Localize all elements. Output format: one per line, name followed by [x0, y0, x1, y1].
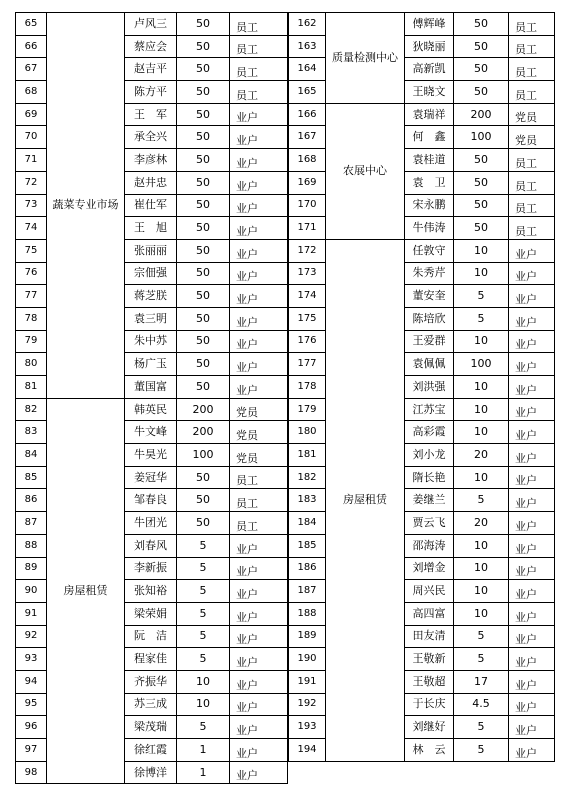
row-number-cell: 183 [289, 489, 326, 512]
amount-cell: 200 [177, 421, 230, 444]
row-number-cell: 194 [289, 739, 326, 762]
name-cell: 牛伟涛 [405, 217, 454, 240]
amount-cell: 10 [454, 466, 509, 489]
role-cell: 业户 [230, 580, 288, 603]
amount-cell: 5 [454, 489, 509, 512]
amount-cell: 5 [177, 716, 230, 739]
name-cell: 陈培欣 [405, 307, 454, 330]
amount-cell: 5 [177, 534, 230, 557]
amount-cell: 5 [454, 648, 509, 671]
row-number-cell: 186 [289, 557, 326, 580]
role-cell: 业户 [509, 262, 555, 285]
name-cell: 宋永鹏 [405, 194, 454, 217]
role-cell: 业户 [230, 693, 288, 716]
row-number-cell: 66 [16, 35, 47, 58]
role-cell: 员工 [230, 35, 288, 58]
role-cell: 业户 [509, 625, 555, 648]
row-number-cell: 162 [289, 13, 326, 36]
role-cell: 业户 [230, 557, 288, 580]
row-number-cell: 77 [16, 285, 47, 308]
name-cell: 张丽丽 [125, 239, 177, 262]
row-number-cell: 191 [289, 670, 326, 693]
amount-cell: 5 [454, 285, 509, 308]
role-cell: 业户 [230, 330, 288, 353]
row-number-cell: 74 [16, 217, 47, 240]
role-cell: 业户 [509, 421, 555, 444]
role-cell: 业户 [230, 194, 288, 217]
amount-cell: 5 [454, 625, 509, 648]
name-cell: 承全兴 [125, 126, 177, 149]
amount-cell: 100 [177, 444, 230, 467]
amount-cell: 50 [177, 217, 230, 240]
amount-cell: 50 [177, 353, 230, 376]
name-cell: 朱中苏 [125, 330, 177, 353]
row-number-cell: 188 [289, 602, 326, 625]
amount-cell: 50 [177, 239, 230, 262]
name-cell: 任敦守 [405, 239, 454, 262]
row-number-cell: 182 [289, 466, 326, 489]
role-cell: 员工 [509, 217, 555, 240]
amount-cell: 50 [177, 512, 230, 535]
amount-cell: 50 [177, 35, 230, 58]
row-number-cell: 94 [16, 670, 47, 693]
role-cell: 业户 [230, 217, 288, 240]
role-cell: 员工 [509, 194, 555, 217]
amount-cell: 5 [177, 580, 230, 603]
name-cell: 赵吉平 [125, 58, 177, 81]
amount-cell: 50 [454, 13, 509, 36]
name-cell: 袁桂道 [405, 149, 454, 172]
name-cell: 梁荣娟 [125, 602, 177, 625]
name-cell: 李彦林 [125, 149, 177, 172]
role-cell: 业户 [509, 602, 555, 625]
amount-cell: 50 [177, 376, 230, 399]
name-cell: 陈方平 [125, 81, 177, 104]
role-cell: 员工 [509, 13, 555, 36]
amount-cell: 5 [454, 716, 509, 739]
role-cell: 业户 [230, 648, 288, 671]
row-number-cell: 79 [16, 330, 47, 353]
group-label-cell: 房屋租赁 [47, 398, 125, 784]
name-cell: 邹春良 [125, 489, 177, 512]
row-number-cell: 70 [16, 126, 47, 149]
name-cell: 高新凯 [405, 58, 454, 81]
role-cell: 业户 [230, 761, 288, 784]
row-number-cell: 184 [289, 512, 326, 535]
name-cell: 梁茂瑞 [125, 716, 177, 739]
amount-cell: 50 [454, 58, 509, 81]
row-number-cell: 177 [289, 353, 326, 376]
name-cell: 狄晓丽 [405, 35, 454, 58]
role-cell: 员工 [230, 58, 288, 81]
right-donation-table [288, 12, 555, 762]
role-cell: 党员 [509, 103, 555, 126]
left-donation-table [15, 12, 288, 784]
amount-cell: 50 [454, 149, 509, 172]
role-cell: 业户 [509, 239, 555, 262]
name-cell: 王敬超 [405, 670, 454, 693]
role-cell: 业户 [509, 739, 555, 762]
row-number-cell: 87 [16, 512, 47, 535]
name-cell: 卢风三 [125, 13, 177, 36]
row-number-cell: 171 [289, 217, 326, 240]
role-cell: 员工 [509, 81, 555, 104]
row-number-cell: 72 [16, 171, 47, 194]
amount-cell: 50 [454, 35, 509, 58]
amount-cell: 5 [454, 307, 509, 330]
amount-cell: 10 [454, 239, 509, 262]
name-cell: 宗佃强 [125, 262, 177, 285]
name-cell: 牛昊光 [125, 444, 177, 467]
row-number-cell: 190 [289, 648, 326, 671]
role-cell: 业户 [230, 716, 288, 739]
name-cell: 王 军 [125, 103, 177, 126]
amount-cell: 50 [177, 171, 230, 194]
name-cell: 杨广玉 [125, 353, 177, 376]
name-cell: 刘小龙 [405, 444, 454, 467]
row-number-cell: 96 [16, 716, 47, 739]
row-number-cell: 173 [289, 262, 326, 285]
role-cell: 业户 [230, 171, 288, 194]
amount-cell: 10 [177, 670, 230, 693]
amount-cell: 50 [177, 466, 230, 489]
group-label-cell: 房屋租赁 [326, 239, 405, 761]
row-number-cell: 92 [16, 625, 47, 648]
row-number-cell: 83 [16, 421, 47, 444]
row-number-cell: 85 [16, 466, 47, 489]
name-cell: 高彩霞 [405, 421, 454, 444]
row-number-cell: 88 [16, 534, 47, 557]
name-cell: 崔仕军 [125, 194, 177, 217]
role-cell: 业户 [230, 262, 288, 285]
name-cell: 江苏宝 [405, 398, 454, 421]
role-cell: 业户 [230, 625, 288, 648]
amount-cell: 50 [177, 13, 230, 36]
name-cell: 姜冠华 [125, 466, 177, 489]
role-cell: 党员 [230, 444, 288, 467]
name-cell: 王敬新 [405, 648, 454, 671]
name-cell: 袁佩佩 [405, 353, 454, 376]
role-cell: 员工 [230, 466, 288, 489]
name-cell: 贾云飞 [405, 512, 454, 535]
name-cell: 邵海涛 [405, 534, 454, 557]
row-number-cell: 65 [16, 13, 47, 36]
amount-cell: 20 [454, 512, 509, 535]
row-number-cell: 181 [289, 444, 326, 467]
role-cell: 业户 [509, 512, 555, 535]
row-number-cell: 180 [289, 421, 326, 444]
name-cell: 田友清 [405, 625, 454, 648]
amount-cell: 10 [454, 580, 509, 603]
name-cell: 姜继兰 [405, 489, 454, 512]
amount-cell: 10 [454, 557, 509, 580]
name-cell: 徐博洋 [125, 761, 177, 784]
role-cell: 员工 [509, 171, 555, 194]
role-cell: 业户 [509, 534, 555, 557]
role-cell: 业户 [230, 353, 288, 376]
role-cell: 业户 [509, 557, 555, 580]
row-number-cell: 95 [16, 693, 47, 716]
role-cell: 业户 [509, 330, 555, 353]
name-cell: 王 旭 [125, 217, 177, 240]
amount-cell: 1 [177, 761, 230, 784]
row-number-cell: 179 [289, 398, 326, 421]
table-row [16, 13, 288, 36]
row-number-cell: 163 [289, 35, 326, 58]
role-cell: 业户 [230, 126, 288, 149]
name-cell: 蒋芝朕 [125, 285, 177, 308]
left-table-body [16, 13, 288, 784]
amount-cell: 5 [454, 739, 509, 762]
role-cell: 员工 [230, 512, 288, 535]
name-cell: 赵井忠 [125, 171, 177, 194]
role-cell: 业户 [509, 466, 555, 489]
name-cell: 刘洪强 [405, 376, 454, 399]
row-number-cell: 170 [289, 194, 326, 217]
amount-cell: 50 [177, 262, 230, 285]
row-number-cell: 174 [289, 285, 326, 308]
row-number-cell: 81 [16, 376, 47, 399]
row-number-cell: 193 [289, 716, 326, 739]
role-cell: 业户 [509, 444, 555, 467]
amount-cell: 50 [177, 307, 230, 330]
amount-cell: 10 [454, 534, 509, 557]
amount-cell: 10 [454, 602, 509, 625]
amount-cell: 50 [177, 285, 230, 308]
row-number-cell: 78 [16, 307, 47, 330]
amount-cell: 5 [177, 557, 230, 580]
role-cell: 员工 [509, 149, 555, 172]
amount-cell: 50 [454, 81, 509, 104]
row-number-cell: 168 [289, 149, 326, 172]
name-cell: 苏三成 [125, 693, 177, 716]
role-cell: 业户 [230, 103, 288, 126]
row-number-cell: 192 [289, 693, 326, 716]
name-cell: 阮 洁 [125, 625, 177, 648]
row-number-cell: 67 [16, 58, 47, 81]
role-cell: 业户 [509, 716, 555, 739]
row-number-cell: 167 [289, 126, 326, 149]
name-cell: 刘增金 [405, 557, 454, 580]
name-cell: 袁瑞祥 [405, 103, 454, 126]
role-cell: 党员 [509, 126, 555, 149]
amount-cell: 50 [177, 81, 230, 104]
amount-cell: 1 [177, 739, 230, 762]
role-cell: 业户 [230, 239, 288, 262]
amount-cell: 17 [454, 670, 509, 693]
role-cell: 业户 [509, 376, 555, 399]
name-cell: 韩英民 [125, 398, 177, 421]
name-cell: 蔡应会 [125, 35, 177, 58]
amount-cell: 5 [177, 602, 230, 625]
role-cell: 业户 [509, 307, 555, 330]
amount-cell: 100 [454, 126, 509, 149]
name-cell: 王爱群 [405, 330, 454, 353]
row-number-cell: 82 [16, 398, 47, 421]
role-cell: 业户 [230, 534, 288, 557]
name-cell: 袁 卫 [405, 171, 454, 194]
amount-cell: 10 [454, 330, 509, 353]
name-cell: 王晓文 [405, 81, 454, 104]
name-cell: 刘春风 [125, 534, 177, 557]
row-number-cell: 165 [289, 81, 326, 104]
row-number-cell: 86 [16, 489, 47, 512]
amount-cell: 50 [177, 194, 230, 217]
role-cell: 业户 [509, 693, 555, 716]
role-cell: 业户 [509, 353, 555, 376]
amount-cell: 5 [177, 648, 230, 671]
name-cell: 刘继好 [405, 716, 454, 739]
role-cell: 业户 [230, 285, 288, 308]
amount-cell: 50 [177, 58, 230, 81]
role-cell: 业户 [509, 398, 555, 421]
name-cell: 高四富 [405, 602, 454, 625]
row-number-cell: 91 [16, 602, 47, 625]
name-cell: 程家佳 [125, 648, 177, 671]
role-cell: 员工 [230, 13, 288, 36]
row-number-cell: 97 [16, 739, 47, 762]
amount-cell: 100 [454, 353, 509, 376]
name-cell: 袁三明 [125, 307, 177, 330]
amount-cell: 50 [177, 330, 230, 353]
name-cell: 隋长艳 [405, 466, 454, 489]
amount-cell: 50 [454, 217, 509, 240]
row-number-cell: 185 [289, 534, 326, 557]
role-cell: 业户 [230, 602, 288, 625]
row-number-cell: 98 [16, 761, 47, 784]
row-number-cell: 176 [289, 330, 326, 353]
row-number-cell: 189 [289, 625, 326, 648]
role-cell: 业户 [230, 739, 288, 762]
group-label-cell: 蔬菜专业市场 [47, 13, 125, 399]
row-number-cell: 93 [16, 648, 47, 671]
name-cell: 李新振 [125, 557, 177, 580]
row-number-cell: 71 [16, 149, 47, 172]
name-cell: 周兴民 [405, 580, 454, 603]
row-number-cell: 84 [16, 444, 47, 467]
row-number-cell: 68 [16, 81, 47, 104]
table-row [289, 239, 555, 262]
row-number-cell: 166 [289, 103, 326, 126]
table-row [289, 13, 555, 36]
amount-cell: 10 [454, 376, 509, 399]
row-number-cell: 172 [289, 239, 326, 262]
role-cell: 业户 [509, 580, 555, 603]
row-number-cell: 69 [16, 103, 47, 126]
row-number-cell: 73 [16, 194, 47, 217]
row-number-cell: 80 [16, 353, 47, 376]
right-table-body [289, 13, 555, 762]
amount-cell: 20 [454, 444, 509, 467]
group-label-cell: 质量检测中心 [326, 13, 405, 104]
name-cell: 徐红霞 [125, 739, 177, 762]
amount-cell: 10 [454, 421, 509, 444]
row-number-cell: 175 [289, 307, 326, 330]
row-number-cell: 169 [289, 171, 326, 194]
role-cell: 业户 [509, 489, 555, 512]
row-number-cell: 187 [289, 580, 326, 603]
amount-cell: 200 [177, 398, 230, 421]
amount-cell: 10 [454, 262, 509, 285]
name-cell: 张知裕 [125, 580, 177, 603]
role-cell: 业户 [509, 648, 555, 671]
amount-cell: 5 [177, 625, 230, 648]
role-cell: 员工 [230, 81, 288, 104]
amount-cell: 50 [454, 194, 509, 217]
row-number-cell: 164 [289, 58, 326, 81]
name-cell: 齐振华 [125, 670, 177, 693]
name-cell: 牛文峰 [125, 421, 177, 444]
row-number-cell: 90 [16, 580, 47, 603]
amount-cell: 10 [177, 693, 230, 716]
row-number-cell: 89 [16, 557, 47, 580]
role-cell: 业户 [230, 670, 288, 693]
name-cell: 董国富 [125, 376, 177, 399]
name-cell: 林 云 [405, 739, 454, 762]
role-cell: 业户 [230, 376, 288, 399]
amount-cell: 50 [177, 149, 230, 172]
name-cell: 董安奎 [405, 285, 454, 308]
amount-cell: 50 [177, 103, 230, 126]
amount-cell: 50 [454, 171, 509, 194]
table-row [16, 398, 288, 421]
role-cell: 员工 [509, 58, 555, 81]
name-cell: 牛团光 [125, 512, 177, 535]
name-cell: 于长庆 [405, 693, 454, 716]
role-cell: 业户 [509, 285, 555, 308]
row-number-cell: 178 [289, 376, 326, 399]
amount-cell: 10 [454, 398, 509, 421]
role-cell: 员工 [230, 489, 288, 512]
name-cell: 朱秀芹 [405, 262, 454, 285]
amount-cell: 50 [177, 489, 230, 512]
role-cell: 党员 [230, 398, 288, 421]
name-cell: 傅辉峰 [405, 13, 454, 36]
amount-cell: 4.5 [454, 693, 509, 716]
role-cell: 业户 [230, 307, 288, 330]
amount-cell: 200 [454, 103, 509, 126]
role-cell: 员工 [509, 35, 555, 58]
group-label-cell: 农展中心 [326, 103, 405, 239]
role-cell: 党员 [230, 421, 288, 444]
table-row [289, 103, 555, 126]
row-number-cell: 75 [16, 239, 47, 262]
role-cell: 业户 [230, 149, 288, 172]
amount-cell: 50 [177, 126, 230, 149]
row-number-cell: 76 [16, 262, 47, 285]
name-cell: 何 鑫 [405, 126, 454, 149]
role-cell: 业户 [509, 670, 555, 693]
